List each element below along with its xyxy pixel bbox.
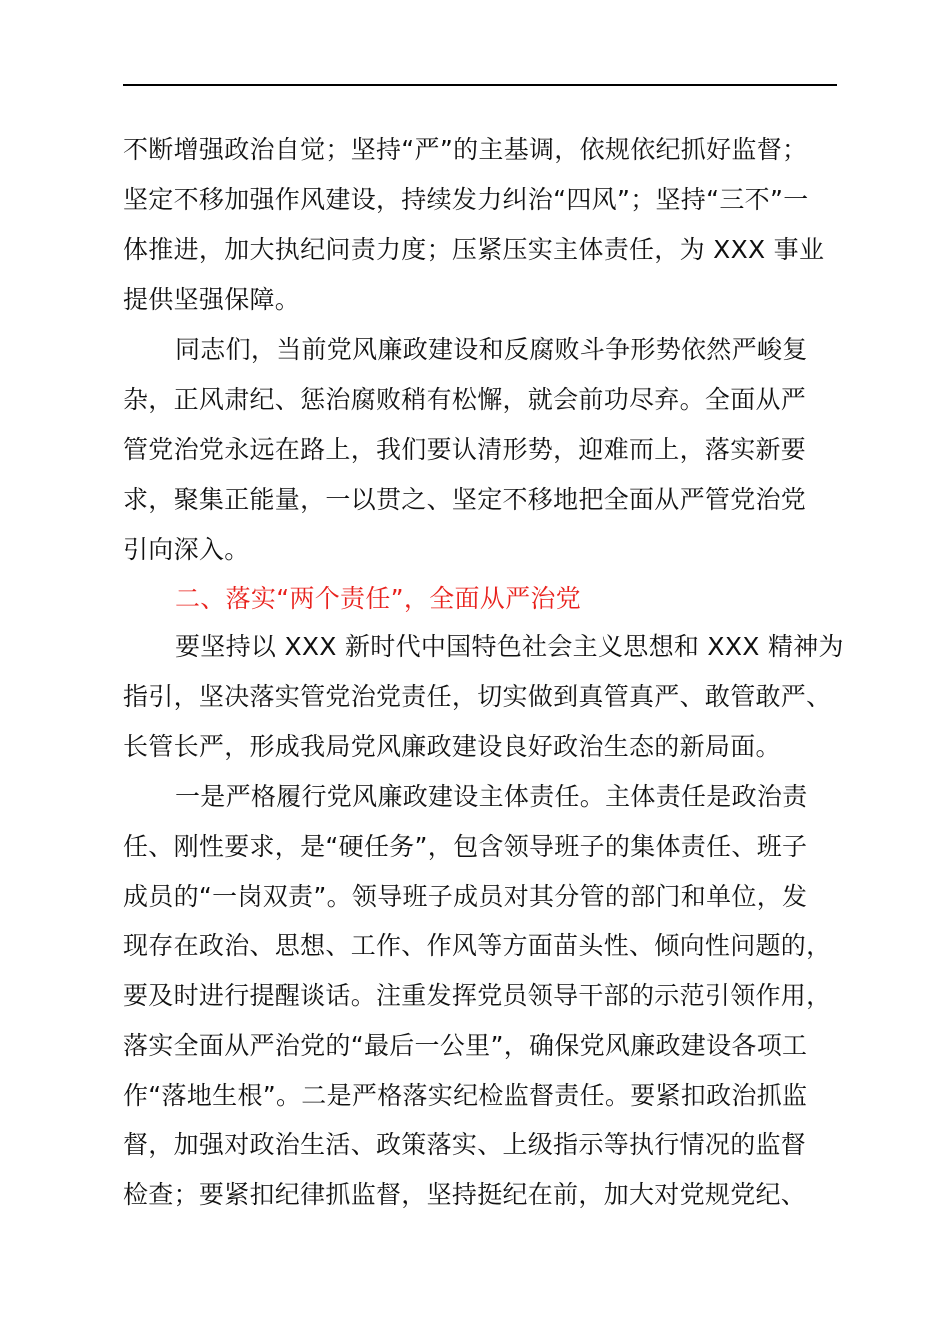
text-line: 检查；要紧扣纪律抓监督，坚持挺纪在前，加大对党规党纪、 bbox=[123, 1180, 807, 1209]
text-line: 同志们，当前党风廉政建设和反腐败斗争形势依然严峻复 bbox=[175, 335, 808, 364]
header-rule bbox=[123, 84, 837, 86]
text-line: 任、刚性要求，是“硬任务”，包含领导班子的集体责任、班子 bbox=[123, 832, 808, 861]
text-line: 要及时进行提醒谈话。注重发挥党员领导干部的示范引领作用， bbox=[123, 981, 832, 1010]
text-line: 管党治党永远在路上，我们要认清形势，迎难而上，落实新要 bbox=[123, 435, 807, 464]
text-line: 指引，坚决落实管党治党责任，切实做到真管真严、敢管敢严、 bbox=[123, 682, 832, 711]
text-line: 督，加强对政治生活、政策落实、上级指示等执行情况的监督 bbox=[123, 1130, 807, 1159]
text-line: 一是严格履行党风廉政建设主体责任。主体责任是政治责 bbox=[175, 782, 808, 811]
text-line: 成员的“一岗双责”。领导班子成员对其分管的部门和单位，发 bbox=[123, 882, 808, 911]
text-line: 不断增强政治自觉；坚持“严”的主基调，依规依纪抓好监督； bbox=[123, 135, 808, 164]
text-line: 提供坚强保障。 bbox=[123, 285, 301, 314]
text-line: 杂，正风肃纪、惩治腐败稍有松懈，就会前功尽弃。全面从严 bbox=[123, 385, 807, 414]
section-heading: 二、落实“两个责任”，全面从严治党 bbox=[175, 584, 582, 613]
text-line: 长管长严，形成我局党风廉政建设良好政治生态的新局面。 bbox=[123, 732, 781, 761]
text-line: 引向深入。 bbox=[123, 535, 250, 564]
text-line: 体推进，加大执纪问责力度；压紧压实主体责任，为 XXX 事业 bbox=[123, 235, 825, 264]
text-line: 要坚持以 XXX 新时代中国特色社会主义思想和 XXX 精神为 bbox=[175, 632, 844, 661]
text-line: 坚定不移加强作风建设，持续发力纠治“四风”；坚持“三不”一 bbox=[123, 185, 809, 214]
text-line: 求，聚集正能量，一以贯之、坚定不移地把全面从严管党治党 bbox=[123, 485, 807, 514]
text-line: 作“落地生根”。二是严格落实纪检监督责任。要紧扣政治抓监 bbox=[123, 1081, 808, 1110]
text-line: 落实全面从严治党的“最后一公里”，确保党风廉政建设各项工 bbox=[123, 1031, 808, 1060]
text-line: 现存在政治、思想、工作、作风等方面苗头性、倾向性问题的， bbox=[123, 931, 832, 960]
